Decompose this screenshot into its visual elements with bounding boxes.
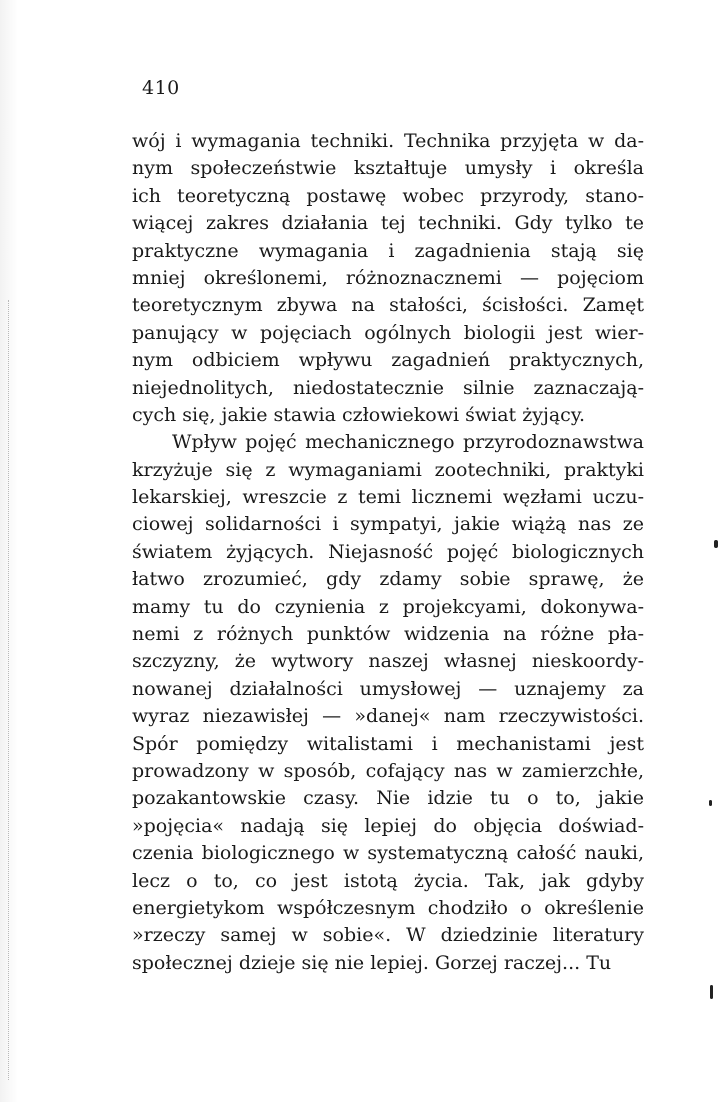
text-line: panujący w pojęciach ogólnych biologii jest wier- bbox=[132, 321, 644, 344]
text-line: wiącej zakres działania tej techniki. Gdy tylko te bbox=[132, 212, 644, 235]
text-line: czenia biologicznego w systematyczną całość nauki, bbox=[132, 842, 644, 865]
page-number: 410 bbox=[142, 77, 180, 99]
gutter-dotted-edge bbox=[8, 300, 10, 1080]
text-line: teoretycznym zbywa na stałości, ścisłości. Zamęt bbox=[132, 294, 644, 317]
scan-speck bbox=[710, 985, 713, 999]
text-line: niejednolitych, niedostatecznie silnie zaznaczają- bbox=[132, 376, 644, 399]
text-line: cych się, jakie stawia człowiekowi świat żyjący. bbox=[132, 403, 586, 426]
text-line: pozakantowskie czasy. Nie idzie tu o to, jakie bbox=[132, 787, 644, 810]
text-line: nemi z różnych punktów widzenia na różne pła- bbox=[132, 623, 644, 646]
text-line: mniej określonemi, różnoznacznemi — pojęciom bbox=[132, 266, 644, 289]
page-gutter-shadow bbox=[0, 0, 18, 1102]
text-line: »pojęcia« nadają się lepiej do objęcia doświad- bbox=[132, 814, 644, 837]
text-line: nowanej działalności umysłowej — uznajemy za bbox=[132, 677, 644, 700]
text-line: szczyzny, że wytwory naszej własnej nieskoordy- bbox=[132, 650, 644, 673]
body-text bbox=[132, 128, 644, 977]
text-line: lecz o to, co jest istotą życia. Tak, jak gdyby bbox=[132, 869, 644, 892]
paragraph-first-line: Wpływ pojęć mechanicznego przyrodoznawstwa bbox=[172, 431, 644, 454]
text-line: krzyżuje się z wymaganiami zootechniki, praktyki bbox=[132, 458, 644, 481]
text-line: prowadzony w sposób, cofający nas w zamierzchłe, bbox=[132, 759, 644, 782]
text-line: nym odbiciem wpływu zagadnień praktycznych, bbox=[132, 349, 644, 372]
scan-speck bbox=[714, 540, 718, 548]
text-line: łatwo zrozumieć, gdy zdamy sobie sprawę, że bbox=[132, 568, 644, 591]
text-line: światem żyjących. Niejasność pojęć biologicznych bbox=[132, 540, 644, 563]
text-line: praktyczne wymagania i zagadnienia stają się bbox=[132, 239, 644, 262]
text-line: wyraz niezawisłej — »danej« nam rzeczywistości. bbox=[132, 705, 644, 728]
text-line: »rzeczy samej w sobie«. W dziedzinie literatury bbox=[132, 924, 644, 947]
text-line: społecznej dzieje się nie lepiej. Gorzej raczej... Tu bbox=[132, 951, 612, 974]
text-line: mamy tu do czynienia z projekcyami, dokonywa- bbox=[132, 595, 644, 618]
scan-speck bbox=[709, 800, 712, 806]
text-line: ich teoretyczną postawę wobec przyrody, stano- bbox=[132, 184, 644, 207]
text-line: nym społeczeństwie kształtuje umysły i określa bbox=[132, 157, 644, 180]
text-line: Spór pomiędzy witalistami i mechanistami jest bbox=[132, 732, 644, 755]
text-line: energietykom współczesnym chodziło o określenie bbox=[132, 896, 644, 919]
text-line: lekarskiej, wreszcie z temi licznemi węzłami uczu- bbox=[132, 486, 644, 509]
text-line: wój i wymagania techniki. Technika przyjęta w da- bbox=[132, 130, 644, 152]
text-line: ciowej solidarności i sympatyi, jakie wiążą nas ze bbox=[132, 513, 644, 536]
